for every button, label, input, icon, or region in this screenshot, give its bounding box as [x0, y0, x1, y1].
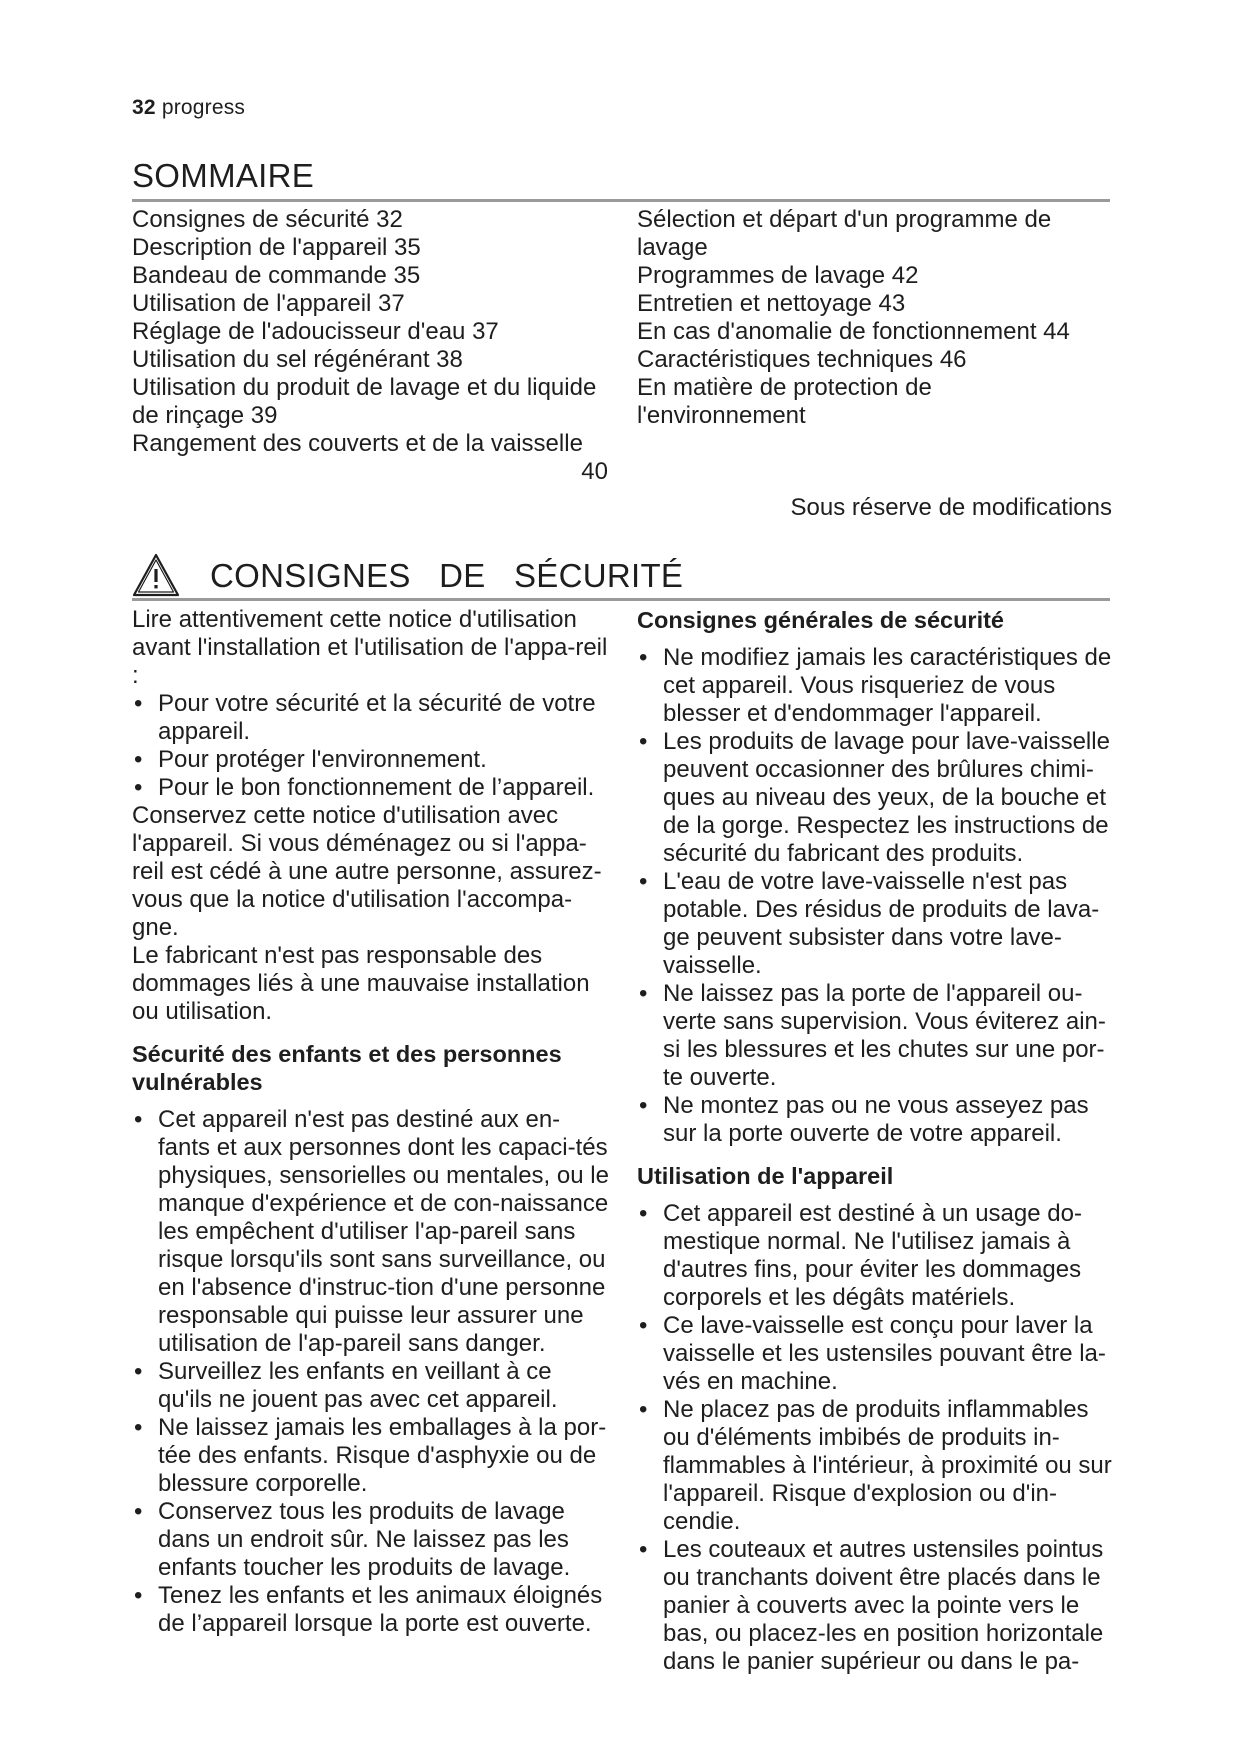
toc-entry[interactable]: Sélection et départ d'un programme de	[637, 206, 1052, 233]
spacer	[132, 1026, 610, 1040]
toc-entry[interactable]: Entretien et nettoyage 43	[637, 290, 906, 317]
general-heading: Consignes générales de sécurité	[637, 607, 1005, 633]
list-item: • Les couteaux et autres ustensiles pointus ou tranchants doivent être placés dans le panier à couverts avec la pointe vers le bas, ou placez-les en position horizontale dans le panier supérieur ou dans le pa-	[637, 1536, 1115, 1676]
toc-entry[interactable]: Bandeau de commande 35	[132, 262, 421, 289]
list-item: • Pour protéger l'environnement.	[132, 746, 610, 774]
list-item: • Les produits de lavage pour lave-vaisselle peuvent occasionner des brûlures chimi-ques au niveau des yeux, de la bouche et de la gorge. Respectez les instructions de sécurité du fabricant des produits.	[637, 728, 1115, 868]
list-item: • L'eau de votre lave-vaisselle n'est pas potable. Des résidus de produits de lava-ge peuvent subsister dans votre lave-vaisselle.	[637, 868, 1115, 980]
toc-entry[interactable]: lavage	[637, 234, 708, 261]
safety-rule	[132, 598, 1110, 601]
toc-entry[interactable]: En matière de protection de	[637, 374, 932, 401]
toc-entry-page: 40	[581, 458, 608, 485]
toc-right-column	[637, 206, 1117, 430]
toc-entry[interactable]: Description de l'appareil 35	[132, 234, 421, 261]
intro-text: Lire attentivement cette notice d'utilisation avant l'installation et l'utilisation de l'appa-reil :	[132, 606, 608, 689]
spacer	[637, 1148, 1115, 1162]
list-item: • Ne modifiez jamais les caractéristiques de cet appareil. Vous risqueriez de vous blesser et d'endommager l'appareil.	[637, 644, 1115, 728]
intro-list	[132, 690, 610, 802]
list-item: • Pour le bon fonctionnement de l’appareil.	[132, 774, 610, 802]
children-list	[132, 1106, 610, 1638]
toc-entry[interactable]: En cas d'anomalie de fonctionnement 44	[637, 318, 1070, 345]
toc-entry[interactable]: de rinçage 39	[132, 402, 278, 429]
sommaire-rule	[132, 199, 1110, 202]
page-number: 32	[132, 96, 156, 119]
list-item: • Cet appareil est destiné à un usage do-mestique normal. Ne l'utilisez jamais à d'autres fins, pour éviter les dommages corporels et les dégâts matériels.	[637, 1200, 1115, 1312]
list-item: • Ne placez pas de produits inflammables ou d'éléments imbibés de produits in-flammables à l'intérieur, à proximité ou sur l'appareil. Risque d'explosion ou d'in-cendie.	[637, 1396, 1115, 1536]
safety-right-column	[637, 606, 1115, 1676]
toc-entry[interactable]: Utilisation du sel régénérant 38	[132, 346, 463, 373]
toc-entry[interactable]: Utilisation du produit de lavage et du liquide	[132, 374, 597, 401]
toc-entry[interactable]: Programmes de lavage 42	[637, 262, 919, 289]
toc-entry[interactable]: Réglage de l'adoucisseur d'eau 37	[132, 318, 499, 345]
usage-list	[637, 1200, 1115, 1676]
sommaire-title: SOMMAIRE	[132, 157, 315, 194]
usage-heading: Utilisation de l'appareil	[637, 1163, 894, 1189]
liability-text: Le fabricant n'est pas responsable des dommages liés à une mauvaise installation ou utilisation.	[132, 942, 590, 1025]
list-item: • Cet appareil n'est pas destiné aux en-fants et aux personnes dont les capaci-tés physiques, sensorielles ou mentales, ou le manque d'expérience et de con-naissance les empêchent d'utiliser l'ap-pareil sans risque lorsqu'ils sont sans surveillance, ou en l'absence d'instruc-tion d'une personne responsable qui puisse leur assurer une utilisation de l'ap-pareil sans danger.	[132, 1106, 610, 1358]
list-item: • Conservez tous les produits de lavage dans un endroit sûr. Ne laissez pas les enfants toucher les produits de lavage.	[132, 1498, 610, 1582]
list-item: • Ne montez pas ou ne vous asseyez pas sur la porte ouverte de votre appareil.	[637, 1092, 1115, 1148]
toc-entry[interactable]: Rangement des couverts et de la vaisselle	[132, 430, 583, 457]
list-item: • Ne laissez pas la porte de l'appareil ou-verte sans supervision. Vous éviterez ain-si les blessures et les chutes sur une por-te ouverte.	[637, 980, 1115, 1092]
safety-title: CONSIGNES DE SÉCURITÉ	[210, 557, 684, 594]
general-list	[637, 644, 1115, 1148]
list-item: • Pour votre sécurité et la sécurité de votre appareil.	[132, 690, 610, 746]
list-item: • Tenez les enfants et les animaux éloignés de l’appareil lorsque la porte est ouverte.	[132, 1582, 610, 1638]
reserve-note: Sous réserve de modifications	[790, 494, 1112, 521]
toc-entry[interactable]: Caractéristiques techniques 46	[637, 346, 967, 373]
spacer	[637, 634, 1115, 644]
list-item: • Ce lave-vaisselle est conçu pour laver la vaisselle et les ustensiles pouvant être la-vés en machine.	[637, 1312, 1115, 1396]
page-header	[132, 96, 245, 120]
spacer	[637, 1190, 1115, 1200]
list-item: • Surveillez les enfants en veillant à ce qu'ils ne jouent pas avec cet appareil.	[132, 1358, 610, 1414]
children-heading: Sécurité des enfants et des personnes vulnérables	[132, 1041, 562, 1095]
keep-manual-text: Conservez cette notice d'utilisation avec l'appareil. Si vous déménagez ou si l'appa-reil est cédé à une autre personne, assurez-vous que la notice d'utilisation l'accompa-gne.	[132, 802, 602, 941]
toc-entry[interactable]: Consignes de sécurité 32	[132, 206, 403, 233]
toc-entry[interactable]: l'environnement	[637, 402, 806, 429]
toc-entry[interactable]: Utilisation de l'appareil 37	[132, 290, 405, 317]
list-item: • Ne laissez jamais les emballages à la por-tée des enfants. Risque d'asphyxie ou de blessure corporelle.	[132, 1414, 610, 1498]
safety-left-column	[132, 606, 610, 1638]
toc-left-column	[132, 206, 608, 486]
warning-triangle-icon	[132, 552, 180, 598]
brand-name: progress	[161, 96, 246, 119]
spacer	[132, 1096, 610, 1106]
